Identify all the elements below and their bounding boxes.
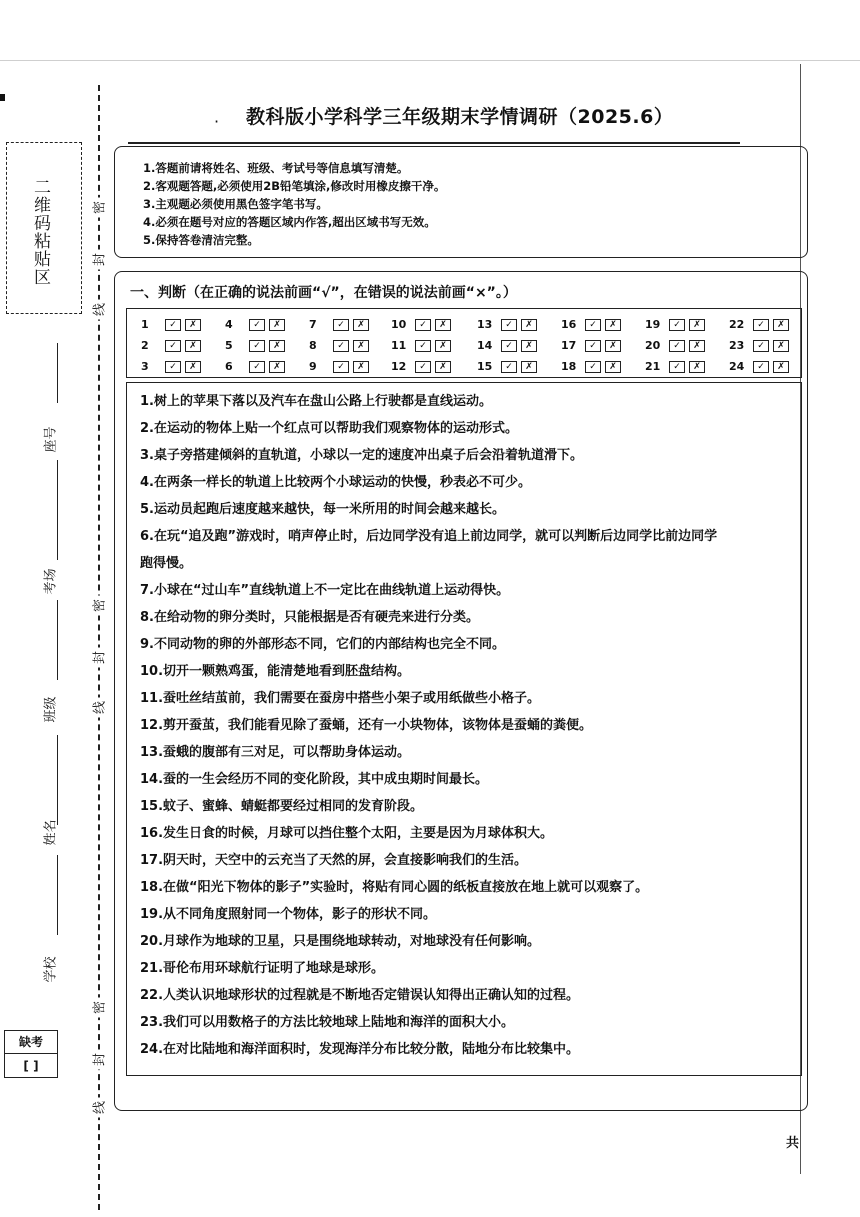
page-footer-mark: 共 [786, 1136, 800, 1151]
question-line: 4.在两条一样长的轨道上比较两个小球运动的快慢，秒表必不可少。 [140, 475, 531, 490]
answer-number: 16 [561, 318, 577, 331]
answer-grid [126, 308, 802, 378]
question-line: 跑得慢。 [140, 556, 193, 571]
seal-char-mi: 密 [89, 198, 108, 218]
true-bubble[interactable]: ✓ [415, 340, 431, 352]
answer-number: 6 [225, 360, 233, 373]
question-line: 10.切开一颗熟鸡蛋，能清楚地看到胚盘结构。 [140, 664, 411, 679]
answer-cell [729, 360, 789, 373]
answer-cell [729, 318, 789, 331]
question-line: 14.蚕的一生会经历不同的变化阶段，其中成虫期时间最长。 [140, 772, 489, 787]
answer-number: 22 [729, 318, 745, 331]
true-bubble[interactable]: ✓ [585, 319, 601, 331]
true-bubble[interactable]: ✓ [501, 361, 517, 373]
title-dot: · [214, 112, 220, 131]
answer-number: 11 [391, 339, 407, 352]
true-bubble[interactable]: ✓ [333, 319, 349, 331]
false-bubble[interactable]: ✗ [269, 361, 285, 373]
answer-cell [561, 360, 621, 373]
false-bubble[interactable]: ✗ [435, 361, 451, 373]
true-bubble[interactable]: ✓ [165, 361, 181, 373]
answer-number: 24 [729, 360, 745, 373]
answer-number: 7 [309, 318, 317, 331]
class-line [57, 600, 58, 680]
answer-number: 19 [645, 318, 661, 331]
answer-cell [391, 318, 451, 331]
question-line: 5.运动员起跑后速度越来越快，每一米所用的时间会越来越长。 [140, 502, 505, 517]
seal-char-xian: 线 [89, 1098, 108, 1118]
question-line: 1.树上的苹果下落以及汽车在盘山公路上行驶都是直线运动。 [140, 394, 492, 409]
answer-number: 8 [309, 339, 317, 352]
true-bubble[interactable]: ✓ [753, 319, 769, 331]
class-label: 班级 [43, 696, 59, 723]
false-bubble[interactable]: ✗ [521, 340, 537, 352]
name-label: 姓名 [43, 819, 59, 846]
true-bubble[interactable]: ✓ [585, 361, 601, 373]
false-bubble[interactable]: ✗ [689, 361, 705, 373]
true-bubble[interactable]: ✓ [333, 340, 349, 352]
answer-number: 9 [309, 360, 317, 373]
answer-cell [141, 360, 201, 373]
absent-label: 缺考 [5, 1031, 57, 1054]
answer-number: 23 [729, 339, 745, 352]
name-line [57, 735, 58, 825]
false-bubble[interactable]: ✗ [689, 319, 705, 331]
exam-room-line [57, 460, 58, 560]
question-line: 15.蚊子、蜜蜂、蜻蜓都要经过相同的发育阶段。 [140, 799, 424, 814]
true-bubble[interactable]: ✓ [669, 361, 685, 373]
answer-cell [561, 318, 621, 331]
false-bubble[interactable]: ✗ [605, 361, 621, 373]
seal-char-feng: 封 [89, 250, 108, 270]
seal-char-xian: 线 [89, 698, 108, 718]
seal-char-feng: 封 [89, 1050, 108, 1070]
question-line: 18.在做“阳光下物体的影子”实验时，将贴有同心圆的纸板直接放在地上就可以观察了。 [140, 880, 649, 895]
seal-char-mi: 密 [89, 596, 108, 616]
question-line: 22.人类认识地球形状的过程就是不断地否定错误认知得出正确认知的过程。 [140, 988, 580, 1003]
qr-code-label: 二维码粘贴区 [30, 178, 50, 286]
school-line [57, 855, 58, 935]
true-bubble[interactable]: ✓ [501, 319, 517, 331]
corner-mark [0, 94, 5, 101]
answer-cell [309, 360, 369, 373]
false-bubble[interactable]: ✗ [269, 340, 285, 352]
seal-char-feng: 封 [89, 648, 108, 668]
section-title: 一、判断（在正确的说法前画“√”，在错误的说法前画“×”。） [130, 285, 517, 301]
question-line: 2.在运动的物体上贴一个红点可以帮助我们观察物体的运动形式。 [140, 421, 518, 436]
answer-cell [391, 360, 451, 373]
true-bubble[interactable]: ✓ [333, 361, 349, 373]
answer-number: 5 [225, 339, 233, 352]
answer-number: 2 [141, 339, 149, 352]
question-line: 6.在玩“追及跑”游戏时，哨声停止时，后边同学没有追上前边同学，就可以判断后边同学比前边同学 [140, 529, 718, 544]
answer-cell [225, 360, 285, 373]
answer-number: 1 [141, 318, 149, 331]
false-bubble[interactable]: ✗ [185, 361, 201, 373]
seal-char-xian: 线 [89, 300, 108, 320]
false-bubble[interactable]: ✗ [435, 319, 451, 331]
seal-char-mi: 密 [89, 998, 108, 1018]
answer-cell [645, 318, 705, 331]
answer-cell [391, 339, 451, 352]
answer-cell [225, 318, 285, 331]
true-bubble[interactable]: ✓ [249, 340, 265, 352]
answer-cell [645, 339, 705, 352]
instruction-line: 4.必须在题号对应的答题区域内作答,超出区域书写无效。 [143, 215, 436, 229]
answer-number: 12 [391, 360, 407, 373]
false-bubble[interactable]: ✗ [605, 319, 621, 331]
true-bubble[interactable]: ✓ [165, 319, 181, 331]
false-bubble[interactable]: ✗ [773, 340, 789, 352]
answer-cell [309, 318, 369, 331]
true-bubble[interactable]: ✓ [415, 361, 431, 373]
true-bubble[interactable]: ✓ [753, 340, 769, 352]
question-line: 17.阴天时，天空中的云充当了天然的屏，会直接影响我们的生活。 [140, 853, 528, 868]
answer-number: 20 [645, 339, 661, 352]
question-line: 9.不同动物的卵的外部形态不同，它们的内部结构也完全不同。 [140, 637, 505, 652]
school-label: 学校 [43, 956, 59, 983]
seat-number-line [57, 343, 58, 403]
true-bubble[interactable]: ✓ [669, 319, 685, 331]
answer-cell [729, 339, 789, 352]
question-line: 16.发生日食的时候，月球可以挡住整个太阳，主要是因为月球体积大。 [140, 826, 554, 841]
false-bubble[interactable]: ✗ [521, 319, 537, 331]
answer-cell [561, 339, 621, 352]
answer-cell [309, 339, 369, 352]
question-line: 19.从不同角度照射同一个物体，影子的形状不同。 [140, 907, 437, 922]
false-bubble[interactable]: ✗ [435, 340, 451, 352]
answer-cell [477, 360, 537, 373]
question-line: 11.蚕吐丝结茧前，我们需要在蚕房中搭些小架子或用纸做些小格子。 [140, 691, 541, 706]
false-bubble[interactable]: ✗ [773, 319, 789, 331]
true-bubble[interactable]: ✓ [249, 361, 265, 373]
question-line: 24.在对比陆地和海洋面积时，发现海洋分布比较分散，陆地分布比较集中。 [140, 1042, 580, 1057]
answer-number: 14 [477, 339, 493, 352]
answer-number: 13 [477, 318, 493, 331]
true-bubble[interactable]: ✓ [753, 361, 769, 373]
false-bubble[interactable]: ✗ [353, 319, 369, 331]
instruction-line: 3.主观题必须使用黑色签字笔书写。 [143, 197, 328, 211]
answer-number: 10 [391, 318, 407, 331]
question-line: 13.蚕蛾的腹部有三对足，可以帮助身体运动。 [140, 745, 411, 760]
instruction-line: 1.答题前请将姓名、班级、考试号等信息填写清楚。 [143, 161, 409, 175]
question-line: 23.我们可以用数格子的方法比较地球上陆地和海洋的面积大小。 [140, 1015, 515, 1030]
answer-cell [477, 339, 537, 352]
true-bubble[interactable]: ✓ [415, 319, 431, 331]
answer-cell [477, 318, 537, 331]
question-line: 12.剪开蚕茧，我们能看见除了蚕蛹，还有一小块物体，该物体是蚕蛹的粪便。 [140, 718, 593, 733]
false-bubble[interactable]: ✗ [773, 361, 789, 373]
instructions-box [114, 146, 808, 258]
answer-number: 17 [561, 339, 577, 352]
true-bubble[interactable]: ✓ [501, 340, 517, 352]
top-rule [0, 60, 860, 61]
false-bubble[interactable]: ✗ [185, 340, 201, 352]
false-bubble[interactable]: ✗ [185, 319, 201, 331]
false-bubble[interactable]: ✗ [521, 361, 537, 373]
answer-cell [225, 339, 285, 352]
answer-number: 15 [477, 360, 493, 373]
page-title: 教科版小学科学三年级期末学情调研（2025.6） [246, 106, 674, 128]
answer-number: 3 [141, 360, 149, 373]
question-line: 20.月球作为地球的卫星，只是围绕地球转动，对地球没有任何影响。 [140, 934, 541, 949]
answer-cell [141, 339, 201, 352]
answer-cell [645, 360, 705, 373]
question-line: 7.小球在“过山车”直线轨道上不一定比在曲线轨道上运动得快。 [140, 583, 510, 598]
absent-checkbox[interactable]: [ ] [23, 1059, 39, 1073]
false-bubble[interactable]: ✗ [353, 340, 369, 352]
true-bubble[interactable]: ✓ [249, 319, 265, 331]
title-underline [128, 142, 740, 144]
false-bubble[interactable]: ✗ [605, 340, 621, 352]
false-bubble[interactable]: ✗ [353, 361, 369, 373]
answer-number: 21 [645, 360, 661, 373]
answer-number: 18 [561, 360, 577, 373]
true-bubble[interactable]: ✓ [585, 340, 601, 352]
instruction-line: 5.保持答卷清洁完整。 [143, 233, 259, 247]
answer-number: 4 [225, 318, 233, 331]
false-bubble[interactable]: ✗ [689, 340, 705, 352]
true-bubble[interactable]: ✓ [669, 340, 685, 352]
question-line: 3.桌子旁搭建倾斜的直轨道，小球以一定的速度冲出桌子后会沿着轨道滑下。 [140, 448, 583, 463]
question-line: 21.哥伦布用环球航行证明了地球是球形。 [140, 961, 385, 976]
answer-cell [141, 318, 201, 331]
question-line: 8.在给动物的卵分类时，只能根据是否有硬壳来进行分类。 [140, 610, 479, 625]
true-bubble[interactable]: ✓ [165, 340, 181, 352]
instruction-line: 2.客观题答题,必须使用2B铅笔填涂,修改时用橡皮擦干净。 [143, 179, 446, 193]
absent-box[interactable] [4, 1030, 58, 1078]
exam-room-label: 考场 [43, 568, 59, 595]
false-bubble[interactable]: ✗ [269, 319, 285, 331]
seat-number-label: 座号 [43, 426, 59, 453]
